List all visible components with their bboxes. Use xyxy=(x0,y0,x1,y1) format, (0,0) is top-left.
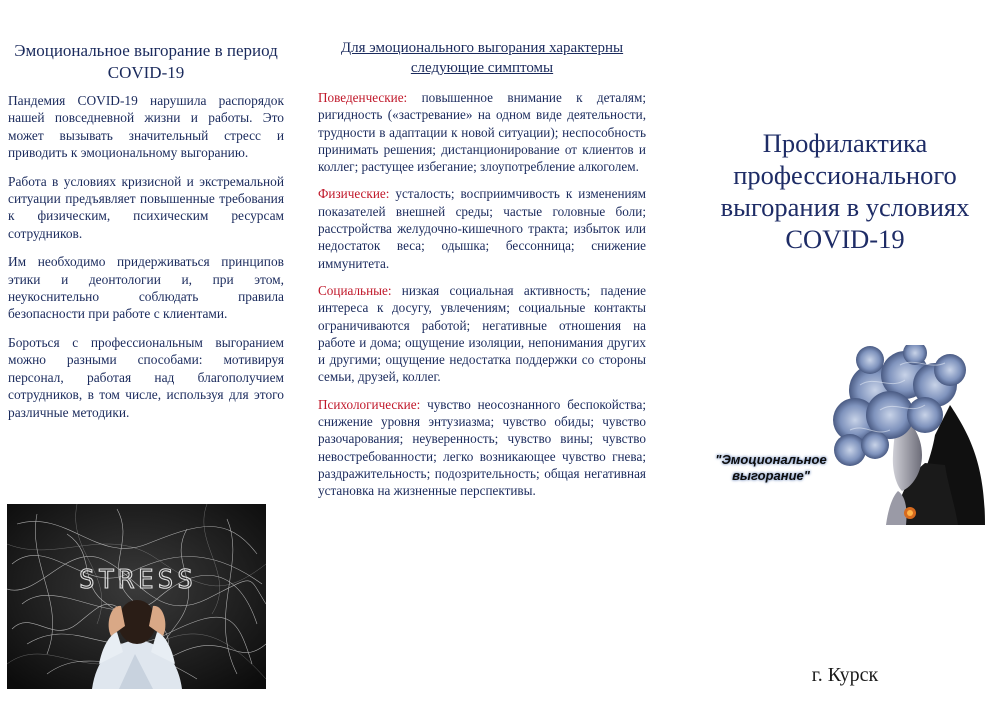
portrait-caption: "Эмоциональное выгорание" xyxy=(715,452,827,483)
cover-title: Профилактика профессионального выгорания в условиях COVID-19 xyxy=(720,128,970,254)
left-panel-title: Эмоциональное выгорание в период COVID-19 xyxy=(14,41,278,82)
symptom-section xyxy=(318,89,646,175)
symptom-section xyxy=(318,396,646,500)
stress-image xyxy=(7,504,266,689)
symptom-section xyxy=(318,185,646,271)
symptom-section xyxy=(318,282,646,386)
stress-text: STRESS xyxy=(79,565,197,595)
symptom-text: усталость; восприимчивость к изменениям показателей внешней среды; частые головные боли; расстройства желудочно-кишечного тракта; избыток или недостаток веса; одышка; бессонница; снижение иммунитета. xyxy=(318,186,646,271)
symptom-label: Поведенческие: xyxy=(318,90,408,105)
symptom-text: низкая социальная активность; падение интереса к досугу, увлечениям; социальные контакты ограничиваются работой; негативные отношения на работе и дома; ощущение изоляции, непонимания других и другими; ощущение недостатка поддержки со стороны семьи, друзей, коллег. xyxy=(318,282,646,385)
left-panel-body xyxy=(8,92,284,432)
symptoms-title: Для эмоционального выгорания характерны следующие симптомы xyxy=(340,40,624,76)
symptom-label: Физические: xyxy=(318,186,390,202)
burnout-portrait xyxy=(700,345,985,525)
paragraph: Работа в условиях кризисной и экстремальной ситуации предъявляет повышенные требования к физическим, психическим ресурсам сотрудников. xyxy=(8,173,284,241)
symptom-label: Психологические: xyxy=(318,396,421,412)
symptom-text: чувство неосознанного беспокойства; снижение уровня энтузиазма; чувство обиды; чувство разочарования; неуверенность; чувство вины; чувство невостребованности; легко возникающее чувство гнева; раздражительность; подозрительность; общая негативная установка на жизненные перспективы. xyxy=(318,396,646,499)
symptoms-list xyxy=(318,89,646,510)
paragraph: Пандемия COVID-19 нарушила распорядок нашей повседневной жизни и работы. Это может вызывать значительный стресс и приводить к эмоциональному выгоранию. xyxy=(8,93,284,161)
paragraph: Им необходимо придерживаться принципов этики и деонтологии и, при этом, неукоснительно соблюдать правила безопасности при работе с клиентами. xyxy=(8,254,284,322)
middle-panel xyxy=(318,0,646,724)
paragraph: Бороться с профессиональным выгоранием можно разными способами: мотивируя персонал, работая над благополучием сотрудников, в том числе, используя для этого различные методики. xyxy=(8,334,284,420)
symptom-text: повышенное внимание к деталям; ригидность («застревание» на одном виде деятельности, трудности в адаптации к новой ситуации); неспособность принимать решения; дистанционирование от клиентов и коллег; растущее избегание; злоупотребление алкоголем. xyxy=(318,90,646,175)
city-label: г. Курск xyxy=(811,664,879,686)
symptom-label: Социальные: xyxy=(318,282,392,298)
